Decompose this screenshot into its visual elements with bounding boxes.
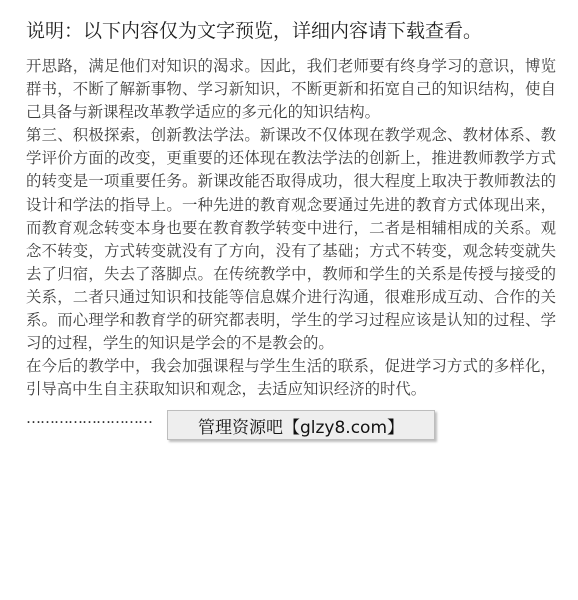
paragraph-3: 在今后的教学中，我会加强课程与学生生活的联系，促进学习方式的多样化，引导高中生自主获取知识和观念，去适应知识经济的时代。 <box>26 357 556 399</box>
continuation-ellipsis: ……………………… <box>26 409 152 428</box>
paragraph-2: 第三、积极探索，创新教法学法。新课改不仅体现在教学观念、教材体系、教学评价方面的改变，更重要的还体现在教法学法的创新上，推进教师教学方式的转变是一项重要任务。新课改能否取得成功，很大程度上取决于教师教法的设计和学法的指导上。一种先进的教育观念要通过先进的教育方式体现出来，而教育观念转变本身也要在教育教学转变中进行，二者是相辅相成的关系。观念不转变，方式转变就没有了方向，没有了基础；方式不转变，观念转变就失去了归宿，失去了落脚点。在传统教学中，教师和学生的关系是传授与接受的关系，二者只通过知识和技能等信息媒介进行沟通，很难形成互动、合作的关系。而心理学和教育学的研究都表明，学生的学习过程应该是认知的过程、学习的过程，学生的知识是学会的不是教会的。 <box>26 126 556 353</box>
paragraph-1: 开思路，满足他们对知识的渴求。因此，我们老师要有终身学习的意识，博览群书，不断了解新事物、学习新知识，不断更新和拓宽自己的知识结构，使自己具备与新课程改革教学适应的多元化的知识结构。 <box>26 57 556 122</box>
preview-notice: 说明：以下内容仅为文字预览，详细内容请下载查看。 <box>26 20 483 42</box>
document-body <box>26 55 556 431</box>
watermark-box <box>167 410 435 440</box>
watermark-text: 管理资源吧【glzy8.com】 <box>197 417 405 438</box>
